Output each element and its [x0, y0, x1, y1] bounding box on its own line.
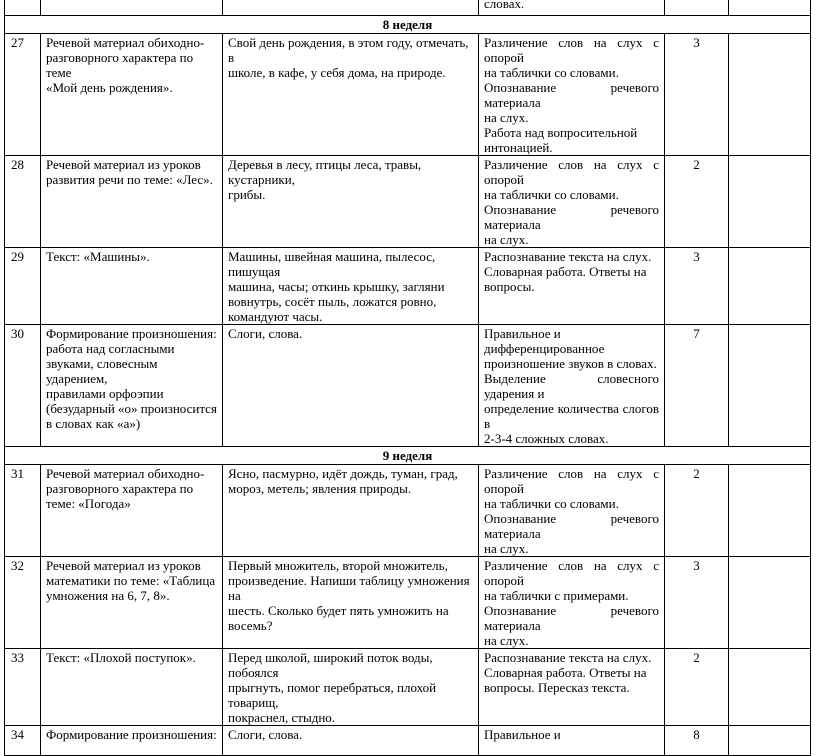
topic-line: Текст: «Машины». — [46, 249, 150, 264]
methods-line: Опознавание речевого материала — [484, 202, 659, 232]
topic-line: разговорного характера по — [46, 481, 194, 496]
vocab-cell — [223, 649, 479, 726]
methods-line: Распознавание текста на слух. — [484, 249, 652, 264]
vocab-line: вовнутрь, сосёт пыль, ложатся ровно, — [228, 294, 437, 309]
topic-line: Речевой материал обиходно- — [46, 466, 205, 481]
vocab-line: прыгнуть, помог перебраться, плохой товарищ, — [228, 680, 437, 710]
lesson-row — [5, 34, 811, 156]
methods-line: словах. — [484, 0, 525, 11]
methods-line: Распознавание текста на слух. — [484, 650, 652, 665]
week-row — [5, 447, 811, 465]
methods-cell — [479, 156, 665, 248]
methods-cell — [479, 248, 665, 325]
methods-line: 2-3-4 сложных словах. — [484, 431, 609, 446]
vocab-line: покраснел, стыдно. — [228, 710, 336, 725]
topic-cell — [41, 649, 223, 726]
topic-line: теме: «Погода» — [46, 496, 131, 511]
methods-line: на слух. — [484, 633, 529, 648]
methods-line: Выделение словесного ударения и — [484, 371, 659, 401]
vocab-line: мороз, метель; явления природы. — [228, 481, 412, 496]
topic-cell — [41, 726, 223, 756]
methods-line: дифференцированное — [484, 341, 605, 356]
topic-cell — [41, 465, 223, 557]
methods-line: вопросы. Пересказ текста. — [484, 680, 630, 695]
notes-cell — [729, 557, 811, 649]
vocab-line: Ясно, пасмурно, идёт дождь, туман, град, — [228, 466, 458, 481]
topic-line: умножения на 6, 7, 8». — [46, 588, 170, 603]
topic-cell — [41, 156, 223, 248]
notes-cell — [729, 465, 811, 557]
vocab-line: восемь? — [228, 618, 273, 633]
notes-cell — [729, 156, 811, 248]
vocab-cell — [223, 156, 479, 248]
week-header: 9 неделя — [5, 447, 811, 465]
lesson-row — [5, 557, 811, 649]
notes-cell — [729, 325, 811, 447]
topic-cell — [41, 557, 223, 649]
notes-cell — [729, 248, 811, 325]
lesson-row — [5, 156, 811, 248]
vocab-line: произведение. Напиши таблицу умножения на — [228, 573, 470, 603]
methods-cell — [479, 465, 665, 557]
hours-cell: 8 — [665, 726, 729, 756]
methods-cell — [479, 34, 665, 156]
lesson-number: 33 — [5, 649, 41, 726]
methods-cell — [479, 325, 665, 447]
vocab-line: машина, часы; откинь крышку, загляни — [228, 279, 445, 294]
methods-line: Различение слов на слух с опорой — [484, 157, 659, 187]
topic-line: (безударный «о» произносится — [46, 401, 217, 416]
cell-empty — [223, 0, 479, 16]
methods-line: на таблички со словами. — [484, 187, 619, 202]
methods-line: Правильное и — [484, 326, 561, 341]
week-row — [5, 16, 811, 34]
cell-empty — [729, 0, 811, 16]
week-header: 8 неделя — [5, 16, 811, 34]
lesson-number: 30 — [5, 325, 41, 447]
vocab-line: Первый множитель, второй множитель, — [228, 558, 448, 573]
topic-line: Текст: «Плохой поступок». — [46, 650, 196, 665]
lesson-row — [5, 465, 811, 557]
topic-line: развития речи по теме: «Лес». — [46, 172, 213, 187]
lesson-row — [5, 325, 811, 447]
topic-line: Формирование произношения: — [46, 727, 217, 742]
vocab-line: Свой день рождения, в этом году, отмечать, в — [228, 35, 469, 65]
methods-cell — [479, 557, 665, 649]
methods-line: произношение звуков в словах. — [484, 356, 657, 371]
hours-cell: 3 — [665, 248, 729, 325]
topic-cell — [41, 248, 223, 325]
topic-line: Формирование произношения: — [46, 326, 217, 341]
hours-cell: 2 — [665, 649, 729, 726]
cell-empty — [665, 0, 729, 16]
vocab-line: командуют часы. — [228, 309, 323, 324]
vocab-line: школе, в кафе, у себя дома, на природе. — [228, 65, 446, 80]
vocab-cell — [223, 557, 479, 649]
methods-line: вопросы. — [484, 279, 535, 294]
methods-line: Различение слов на слух с опорой — [484, 466, 659, 496]
hours-cell: 7 — [665, 325, 729, 447]
topic-line: Речевой материал обиходно- — [46, 35, 205, 50]
notes-cell — [729, 34, 811, 156]
lesson-row — [5, 726, 811, 756]
methods-cell — [479, 649, 665, 726]
lesson-row — [5, 649, 811, 726]
topic-line: работа над согласными — [46, 341, 175, 356]
vocab-line: Деревья в лесу, птицы леса, травы, кустарники, — [228, 157, 422, 187]
methods-line: на слух. — [484, 110, 529, 125]
vocab-line: Слоги, слова. — [228, 326, 303, 341]
lesson-row — [5, 248, 811, 325]
lesson-number: 31 — [5, 465, 41, 557]
methods-cell — [479, 726, 665, 756]
hours-cell: 2 — [665, 156, 729, 248]
cell-empty — [5, 0, 41, 16]
methods-line: на таблички со словами. — [484, 496, 619, 511]
methods-line: на слух. — [484, 232, 529, 247]
methods-line: на таблички с примерами. — [484, 588, 629, 603]
vocab-line: Перед школой, широкий поток воды, побоялся — [228, 650, 433, 680]
vocab-line: Слоги, слова. — [228, 727, 303, 742]
methods-line: Различение слов на слух с опорой — [484, 558, 659, 588]
topic-line: правилами орфоэпии — [46, 386, 164, 401]
vocab-line: грибы. — [228, 187, 266, 202]
notes-cell — [729, 649, 811, 726]
lesson-plan-table — [4, 0, 811, 756]
methods-line: на слух. — [484, 541, 529, 556]
methods-cell — [479, 0, 665, 16]
vocab-cell — [223, 465, 479, 557]
methods-line: Опознавание речевого материала — [484, 80, 659, 110]
methods-line: Работа над вопросительной — [484, 125, 638, 140]
methods-line: Опознавание речевого материала — [484, 511, 659, 541]
vocab-line: шесть. Сколько будет пять умножить на — [228, 603, 449, 618]
table-row — [5, 0, 811, 16]
topic-line: в словах как «а») — [46, 416, 141, 431]
hours-cell: 3 — [665, 557, 729, 649]
lesson-number: 29 — [5, 248, 41, 325]
cell-empty — [41, 0, 223, 16]
methods-line: Словарная работа. Ответы на — [484, 665, 647, 680]
vocab-cell — [223, 248, 479, 325]
topic-line: математики по теме: «Таблица — [46, 573, 216, 588]
vocab-cell — [223, 325, 479, 447]
lesson-number: 27 — [5, 34, 41, 156]
methods-line: определение количества слогов в — [484, 401, 659, 431]
topic-cell — [41, 325, 223, 447]
topic-line: «Мой день рождения». — [46, 80, 173, 95]
methods-line: интонацией. — [484, 140, 553, 155]
hours-cell: 2 — [665, 465, 729, 557]
methods-line: Словарная работа. Ответы на — [484, 264, 647, 279]
hours-cell: 3 — [665, 34, 729, 156]
vocab-line: Машины, швейная машина, пылесос, пишущая — [228, 249, 436, 279]
topic-line: разговорного характера по теме — [46, 50, 194, 80]
topic-line: Речевой материал из уроков — [46, 157, 201, 172]
lesson-number: 28 — [5, 156, 41, 248]
lesson-number: 34 — [5, 726, 41, 756]
topic-line: звуками, словесным ударением, — [46, 356, 158, 386]
topic-line: Речевой материал из уроков — [46, 558, 201, 573]
notes-cell — [729, 726, 811, 756]
methods-line: на таблички со словами. — [484, 65, 619, 80]
lesson-number: 32 — [5, 557, 41, 649]
methods-line: Правильное и — [484, 727, 561, 742]
topic-cell — [41, 34, 223, 156]
methods-line: Опознавание речевого материала — [484, 603, 659, 633]
vocab-cell — [223, 726, 479, 756]
methods-line: Различение слов на слух с опорой — [484, 35, 659, 65]
vocab-cell — [223, 34, 479, 156]
